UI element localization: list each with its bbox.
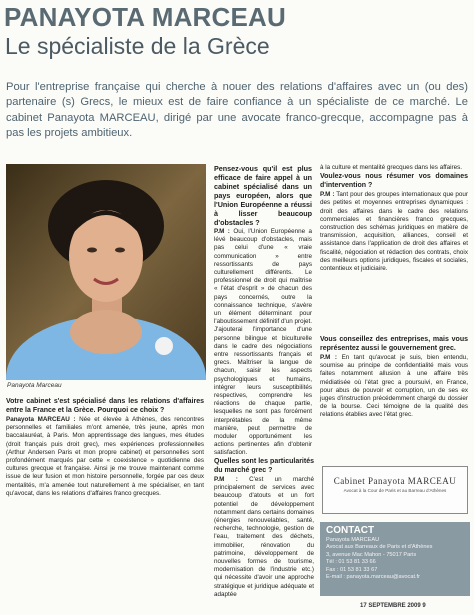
page-title: PANAYOTA MARCEAU bbox=[4, 2, 286, 32]
page-footer bbox=[360, 603, 426, 609]
answer-5-text: En tant qu'avocat je suis, bien entendu, soumise au principe de confidentialité mais vous faites notamment allusion à une affaire très médiatisée où l'état grec a poursuivi, en France, pour abus de pouvoir et corruption, un de ses ex juges d'instruction précédemment chargé du dossier de la bourse. Ceci témoigne de la qualité des relations établies avec l'état grec. bbox=[320, 354, 468, 419]
question-2: Pensez-vous qu'il est plus efficace de faire appel à un cabinet spécialisé dans un pays européen, alors que l'Union Européenne a réussi à lisser beaucoup d'obstacles ? bbox=[214, 164, 312, 227]
contact-line: Fax : 01 53 81 33 67 bbox=[326, 566, 378, 573]
answer-3-text: C'est un marché principalement de services avec beaucoup d'atouts et un fort potentiel de développement notamment dans certains domaines (énergies renouvelables, santé, recherche, technologie, gestion de l'eau, traitement des déchets, immobilier, rénovation du patrimoine, développement de nouvelles formes de tourisme, modernisation de l'industrie etc.) qui nécessite d'avoir une approche stratégique et juridique adéquate et adaptée bbox=[214, 476, 315, 598]
contact-line: E-mail : panayota.marceau@avocat.fr bbox=[326, 574, 420, 581]
answer-1-text: Née et élevée à Athènes, des rencontres personnelles et familiales m'ont amenée, très jeune, après mon baccalauréat, à Paris. Mon apprentissage des langues, mes études (droit français puis droit grec), mes expériences professionnelles (Arthur Andersen Paris et mon propre cabinet) et personnelles sont profondément marqués par cette « coexistence » quotidienne des cultures grecque et française. Ainsi je me trouve maintenant comme issue de leur fusion et mon histoire personnelle, forgée par ces deux mentalités, m'a amenée tout naturellement à me spécialiser, en tant qu'avocat, dans les relations d'affaires franco grecques. bbox=[6, 416, 204, 497]
contact-line: Panayota MARCEAU bbox=[326, 537, 380, 543]
answer-5-speaker: P.M : bbox=[320, 354, 338, 361]
contact-line: Avocat aux Barreaux de Paris et d'Athènes bbox=[326, 544, 433, 551]
answer-2 bbox=[214, 228, 312, 458]
page-number: 9 bbox=[422, 603, 426, 609]
page-subtitle: Le spécialiste de la Grèce bbox=[5, 33, 270, 59]
question-4: Voulez-vous nous résumer vos domaines d'intervention ? bbox=[320, 173, 468, 189]
portrait-illustration bbox=[6, 164, 206, 380]
contact-box bbox=[320, 522, 470, 596]
answer-3-continued: à la culture et mentalité grecques dans les affaires. bbox=[320, 164, 462, 171]
issue-date: 17 SEPTEMBRE 2009 bbox=[360, 603, 421, 609]
question-1: Votre cabinet s'est spécialisé dans les relations d'affaires entre la France et la Grèce. Pourquoi ce choix ? bbox=[6, 398, 204, 414]
answer-4 bbox=[320, 191, 468, 273]
answer-1 bbox=[6, 416, 204, 498]
lead-paragraph: Pour l'entreprise française qui cherche à nouer des relations d'affaires avec un (ou des) partenaire (s) Grecs, le mieux est de faire confiance à un spécialiste de ce marché. Le cabinet Panayota MARCEAU, dirigé par une avocate franco-grecque, accompagne pas à pas les projets ambitieux. bbox=[6, 81, 468, 140]
question-5: Vous conseillez des entreprises, mais vous représentez aussi le gouvernement grec. bbox=[320, 336, 468, 352]
business-card-subtitle: Avocat à la Cour de Paris et au Barreau d'Athènes bbox=[343, 488, 447, 493]
photo-caption: Panayota Marceau bbox=[7, 382, 62, 389]
contact-line: Tél : 01 53 81 33 66 bbox=[326, 559, 376, 566]
interview-column-3-lower bbox=[320, 336, 468, 421]
answer-5 bbox=[320, 354, 468, 420]
interview-column-2 bbox=[214, 164, 312, 459]
question-3: Quelles sont les particularités du marché grec ? bbox=[214, 458, 314, 474]
answer-4-speaker: P.M : bbox=[320, 191, 335, 199]
contact-line: 3, avenue Mac Mahon - 75017 Paris bbox=[326, 551, 417, 558]
business-card-name: Cabinet Panayota MARCEAU bbox=[333, 476, 457, 486]
contact-title: CONTACT bbox=[326, 525, 375, 536]
interview-column-3 bbox=[320, 164, 468, 274]
answer-2-speaker: P.M : bbox=[214, 228, 230, 235]
business-card bbox=[322, 466, 468, 514]
answer-3-speaker: P.M : bbox=[214, 476, 238, 483]
interview-column-2-bottom bbox=[214, 458, 314, 600]
answer-2-text: Oui, l'Union Européenne a lévé beaucoup d'obstacles, mais pas celui d'une « vraie communication » entre ressortissants de pays culturellement différents. Le professionnel de droit qui maîtrise « l'état d'esprit » de chacun des pays concernés, outre la connaissance technique, s'avère un élément déterminant pour l'aboutissement définitif d'un projet. J'ajouterai l'importance d'une personne bilingue et biculturelle dans le cadre des négociations entre ressortissants français et grecs. Maîtriser la langue de chacun, saisir les aspects psychologiques et humains, intégrer leurs susceptibilités respectives, comprendre les réactions de chaque partie, lesquelles ne sont pas forcément interprétables de la même manière, peut permettre de moduler opportunément les actions pertinentes afin d'obtenir satisfaction. bbox=[214, 228, 312, 457]
answer-4-text: Tant pour des groupes internationaux que pour des petites et moyennes entreprises dynamiques : droit des affaires dans le cadre des relations commerciales et financières franco grecques, construction des schémas juridiques en matière de transmission, acquisition, alliances, conseil et assistance dans l'application de droit des affaires et fiscalité, négociation et rédaction des contrats, choix des meilleurs options juridiques, fiscales et sociales, contentieux et judiciaire. bbox=[320, 191, 469, 273]
interview-column-1 bbox=[6, 398, 204, 499]
portrait-photo bbox=[6, 164, 206, 380]
answer-1-speaker: Panayota MARCEAU : bbox=[6, 416, 76, 423]
answer-3 bbox=[214, 476, 314, 599]
